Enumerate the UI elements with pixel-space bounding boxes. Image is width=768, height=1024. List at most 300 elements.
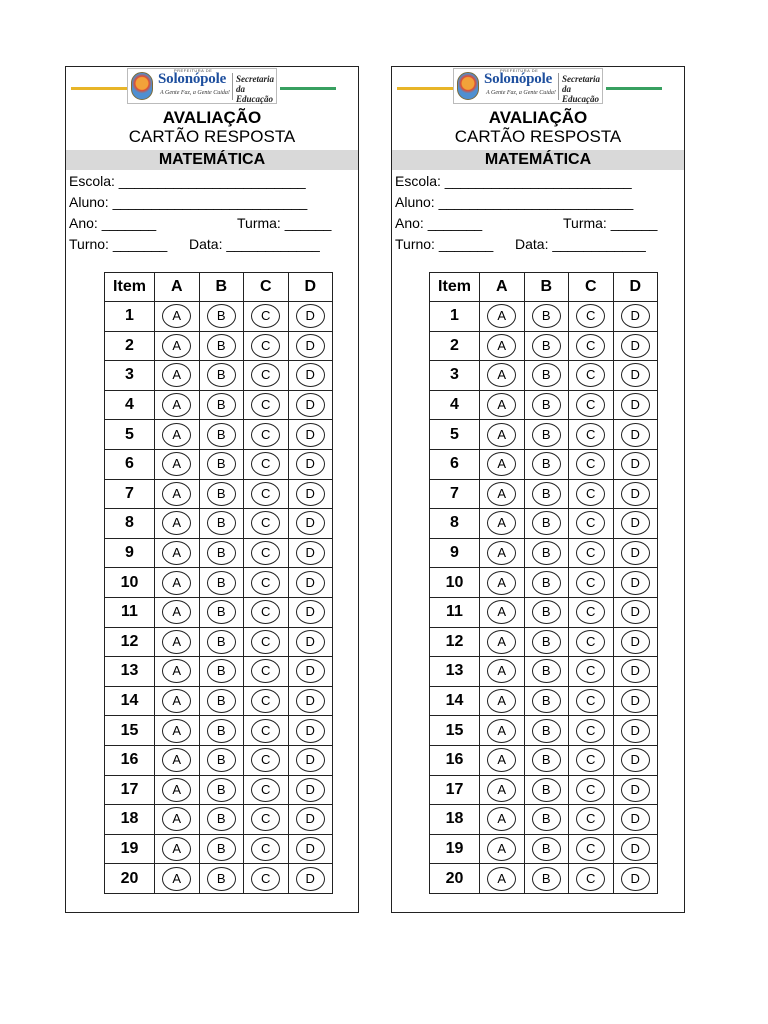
answer-bubble-c[interactable]: C: [576, 837, 605, 861]
answer-bubble-d[interactable]: D: [621, 363, 650, 387]
item-number: 18: [430, 805, 480, 835]
answer-bubble-b[interactable]: B: [207, 452, 236, 476]
answer-bubble-c[interactable]: C: [576, 719, 605, 743]
item-number: 4: [105, 390, 155, 420]
item-number: 15: [105, 716, 155, 746]
option-cell: [244, 745, 289, 775]
answer-bubble-c[interactable]: C: [576, 778, 605, 802]
escola-field[interactable]: Escola: ________________________: [69, 173, 306, 189]
option-cell: [199, 864, 244, 894]
table-row: [430, 597, 658, 627]
option-cell: [569, 479, 614, 509]
answer-bubble-c[interactable]: C: [251, 482, 280, 506]
header-option-d: D: [288, 273, 333, 302]
answer-bubble-c[interactable]: C: [251, 393, 280, 417]
answer-bubble-d[interactable]: D: [296, 482, 325, 506]
answer-bubble-b[interactable]: B: [532, 600, 561, 624]
answer-bubble-c[interactable]: C: [251, 807, 280, 831]
option-cell: [199, 834, 244, 864]
item-number: 16: [430, 745, 480, 775]
option-cell: [199, 420, 244, 450]
answer-bubble-d[interactable]: D: [621, 630, 650, 654]
item-number: 15: [430, 716, 480, 746]
option-cell: [569, 538, 614, 568]
option-cell: [155, 390, 200, 420]
answer-bubble-b[interactable]: B: [207, 363, 236, 387]
answer-bubble-d[interactable]: D: [296, 630, 325, 654]
option-cell: [613, 302, 658, 332]
option-cell: [288, 449, 333, 479]
option-cell: [613, 657, 658, 687]
option-cell: [288, 627, 333, 657]
turno-field[interactable]: Turno: _______: [395, 236, 494, 252]
answer-bubble-d[interactable]: D: [621, 571, 650, 595]
answer-bubble-a[interactable]: A: [162, 837, 191, 861]
answer-bubble-a[interactable]: A: [487, 689, 516, 713]
option-cell: [199, 686, 244, 716]
option-cell: [199, 805, 244, 835]
answer-bubble-b[interactable]: B: [532, 807, 561, 831]
item-number: 6: [105, 449, 155, 479]
table-row: [430, 864, 658, 894]
decorative-line-yellow: [397, 87, 453, 90]
answer-bubble-d[interactable]: D: [621, 837, 650, 861]
answer-bubble-a[interactable]: A: [487, 748, 516, 772]
answer-bubble-a[interactable]: A: [487, 482, 516, 506]
answer-bubble-d[interactable]: D: [621, 482, 650, 506]
answer-bubble-a[interactable]: A: [162, 482, 191, 506]
answer-bubble-a[interactable]: A: [162, 423, 191, 447]
item-number: 14: [430, 686, 480, 716]
answer-bubble-b[interactable]: B: [532, 659, 561, 683]
answer-bubble-d[interactable]: D: [296, 748, 325, 772]
answer-bubble-c[interactable]: C: [576, 482, 605, 506]
logo-header: [66, 67, 358, 107]
option-cell: [199, 538, 244, 568]
answer-bubble-b[interactable]: B: [207, 689, 236, 713]
answer-bubble-d[interactable]: D: [621, 659, 650, 683]
answer-bubble-a[interactable]: A: [162, 867, 191, 891]
option-cell: [613, 509, 658, 539]
answer-bubble-b[interactable]: B: [207, 778, 236, 802]
answer-bubble-d[interactable]: D: [296, 541, 325, 565]
answer-bubble-b[interactable]: B: [532, 304, 561, 328]
option-cell: [244, 716, 289, 746]
answer-bubble-d[interactable]: D: [296, 689, 325, 713]
answer-bubble-d[interactable]: D: [621, 778, 650, 802]
answer-bubble-a[interactable]: A: [487, 659, 516, 683]
answer-bubble-a[interactable]: A: [162, 600, 191, 624]
option-cell: [524, 657, 569, 687]
option-cell: [613, 686, 658, 716]
answer-bubble-d[interactable]: D: [296, 423, 325, 447]
subject-bar: MATEMÁTICA: [392, 150, 684, 170]
option-cell: [155, 834, 200, 864]
answer-bubble-c[interactable]: C: [576, 393, 605, 417]
answer-bubble-d[interactable]: D: [296, 511, 325, 535]
option-cell: [524, 449, 569, 479]
table-row: [105, 509, 333, 539]
answer-bubble-a[interactable]: A: [162, 659, 191, 683]
answer-bubble-a[interactable]: A: [162, 689, 191, 713]
answer-bubble-d[interactable]: D: [296, 393, 325, 417]
answer-bubble-d[interactable]: D: [621, 423, 650, 447]
answer-bubble-c[interactable]: C: [251, 778, 280, 802]
answer-bubble-b[interactable]: B: [532, 393, 561, 417]
option-cell: [155, 449, 200, 479]
answer-table: [104, 272, 333, 894]
logo-header: [392, 67, 684, 107]
answer-bubble-c[interactable]: C: [576, 541, 605, 565]
answer-bubble-a[interactable]: A: [162, 334, 191, 358]
option-cell: [480, 538, 525, 568]
option-cell: [480, 479, 525, 509]
answer-bubble-b[interactable]: B: [207, 867, 236, 891]
option-cell: [613, 390, 658, 420]
answer-bubble-d[interactable]: D: [621, 334, 650, 358]
table-row: [430, 331, 658, 361]
logo-prefix: PREFEITURA DE: [500, 68, 539, 73]
decorative-line-green: [280, 87, 336, 90]
item-number: 7: [430, 479, 480, 509]
option-cell: [524, 479, 569, 509]
table-row: [430, 627, 658, 657]
answer-bubble-b[interactable]: B: [532, 541, 561, 565]
answer-bubble-c[interactable]: C: [251, 363, 280, 387]
option-cell: [569, 716, 614, 746]
header-row: [430, 273, 658, 302]
option-cell: [480, 390, 525, 420]
answer-bubble-b[interactable]: B: [207, 748, 236, 772]
option-cell: [199, 361, 244, 391]
answer-bubble-a[interactable]: A: [487, 600, 516, 624]
option-cell: [155, 716, 200, 746]
answer-bubble-d[interactable]: D: [296, 659, 325, 683]
logo-tagline: A Gente Faz, a Gente Cuida!: [160, 90, 230, 96]
option-cell: [244, 597, 289, 627]
answer-bubble-b[interactable]: B: [532, 571, 561, 595]
answer-bubble-d[interactable]: D: [296, 304, 325, 328]
option-cell: [613, 331, 658, 361]
answer-bubble-a[interactable]: A: [487, 630, 516, 654]
subject-bar: MATEMÁTICA: [66, 150, 358, 170]
answer-bubble-b[interactable]: B: [207, 334, 236, 358]
option-cell: [199, 331, 244, 361]
answer-bubble-a[interactable]: A: [487, 778, 516, 802]
item-number: 10: [430, 568, 480, 598]
answer-bubble-c[interactable]: C: [251, 748, 280, 772]
answer-bubble-b[interactable]: B: [207, 482, 236, 506]
answer-bubble-a[interactable]: A: [487, 423, 516, 447]
table-row: [430, 449, 658, 479]
table-row: [105, 597, 333, 627]
data-field[interactable]: Data: ____________: [189, 236, 320, 252]
option-cell: [288, 716, 333, 746]
decorative-line-yellow: [71, 87, 127, 90]
answer-bubble-d[interactable]: D: [296, 837, 325, 861]
option-cell: [524, 361, 569, 391]
header-option-c: C: [244, 273, 289, 302]
option-cell: [613, 834, 658, 864]
answer-bubble-b[interactable]: B: [207, 837, 236, 861]
answer-bubble-b[interactable]: B: [207, 719, 236, 743]
table-row: [430, 420, 658, 450]
option-cell: [480, 834, 525, 864]
answer-bubble-c[interactable]: C: [576, 511, 605, 535]
answer-bubble-c[interactable]: C: [251, 571, 280, 595]
aluno-field[interactable]: Aluno: _________________________: [395, 194, 634, 210]
answer-bubble-a[interactable]: A: [162, 541, 191, 565]
answer-bubble-c[interactable]: C: [251, 304, 280, 328]
answer-bubble-d[interactable]: D: [296, 571, 325, 595]
answer-bubble-d[interactable]: D: [621, 511, 650, 535]
answer-bubble-c[interactable]: C: [576, 571, 605, 595]
option-cell: [288, 420, 333, 450]
header-row: [105, 273, 333, 302]
turma-field[interactable]: Turma: ______: [237, 215, 332, 231]
answer-bubble-c[interactable]: C: [576, 600, 605, 624]
option-cell: [199, 775, 244, 805]
answer-bubble-d[interactable]: D: [296, 334, 325, 358]
option-cell: [155, 657, 200, 687]
item-number: 2: [105, 331, 155, 361]
answer-bubble-c[interactable]: C: [576, 334, 605, 358]
item-number: 11: [430, 597, 480, 627]
answer-bubble-c[interactable]: C: [576, 659, 605, 683]
answer-bubble-b[interactable]: B: [532, 867, 561, 891]
answer-bubble-a[interactable]: A: [487, 452, 516, 476]
answer-bubble-d[interactable]: D: [621, 719, 650, 743]
answer-bubble-b[interactable]: B: [207, 630, 236, 654]
answer-bubble-d[interactable]: D: [621, 748, 650, 772]
option-cell: [569, 745, 614, 775]
answer-bubble-b[interactable]: B: [532, 452, 561, 476]
data-field[interactable]: Data: ____________: [515, 236, 646, 252]
table-row: [105, 834, 333, 864]
answer-bubble-a[interactable]: A: [487, 807, 516, 831]
option-cell: [244, 686, 289, 716]
logo-secretaria: Secretaria da Educação: [562, 74, 600, 104]
item-number: 3: [105, 361, 155, 391]
option-cell: [199, 449, 244, 479]
answer-bubble-c[interactable]: C: [251, 334, 280, 358]
ano-field[interactable]: Ano: _______: [395, 215, 483, 231]
answer-bubble-a[interactable]: A: [162, 748, 191, 772]
answer-bubble-b[interactable]: B: [532, 837, 561, 861]
answer-bubble-b[interactable]: B: [532, 511, 561, 535]
table-row: [430, 302, 658, 332]
option-cell: [199, 597, 244, 627]
answer-bubble-c[interactable]: C: [251, 452, 280, 476]
answer-bubble-b[interactable]: B: [207, 541, 236, 565]
answer-bubble-d[interactable]: D: [621, 304, 650, 328]
header-option-a: A: [155, 273, 200, 302]
option-cell: [288, 361, 333, 391]
answer-bubble-c[interactable]: C: [576, 452, 605, 476]
option-cell: [480, 716, 525, 746]
answer-bubble-a[interactable]: A: [487, 541, 516, 565]
answer-bubble-b[interactable]: B: [532, 719, 561, 743]
answer-bubble-c[interactable]: C: [576, 304, 605, 328]
option-cell: [288, 834, 333, 864]
answer-bubble-c[interactable]: C: [251, 511, 280, 535]
answer-bubble-b[interactable]: B: [532, 778, 561, 802]
answer-bubble-c[interactable]: C: [576, 363, 605, 387]
answer-bubble-b[interactable]: B: [207, 423, 236, 447]
answer-bubble-c[interactable]: C: [576, 630, 605, 654]
answer-bubble-c[interactable]: C: [576, 689, 605, 713]
item-number: 20: [430, 864, 480, 894]
option-cell: [480, 657, 525, 687]
answer-bubble-c[interactable]: C: [251, 689, 280, 713]
item-number: 8: [105, 509, 155, 539]
option-cell: [524, 834, 569, 864]
answer-bubble-b[interactable]: B: [532, 482, 561, 506]
answer-bubble-d[interactable]: D: [296, 778, 325, 802]
answer-bubble-c[interactable]: C: [251, 541, 280, 565]
aluno-field[interactable]: Aluno: _________________________: [69, 194, 308, 210]
answer-card-1: [65, 66, 359, 913]
answer-bubble-b[interactable]: B: [207, 304, 236, 328]
turma-field[interactable]: Turma: ______: [563, 215, 658, 231]
answer-bubble-a[interactable]: A: [487, 571, 516, 595]
option-cell: [613, 420, 658, 450]
answer-bubble-b[interactable]: B: [532, 689, 561, 713]
answer-bubble-a[interactable]: A: [162, 304, 191, 328]
option-cell: [155, 568, 200, 598]
option-cell: [524, 568, 569, 598]
answer-bubble-b[interactable]: B: [532, 630, 561, 654]
item-number: 1: [105, 302, 155, 332]
item-number: 17: [105, 775, 155, 805]
answer-bubble-d[interactable]: D: [621, 689, 650, 713]
logo-secretaria: Secretaria da Educação: [236, 74, 274, 104]
option-cell: [244, 449, 289, 479]
answer-bubble-d[interactable]: D: [621, 807, 650, 831]
answer-bubble-d[interactable]: D: [621, 452, 650, 476]
answer-bubble-b[interactable]: B: [207, 511, 236, 535]
answer-bubble-b[interactable]: B: [207, 807, 236, 831]
answer-bubble-a[interactable]: A: [162, 719, 191, 743]
answer-bubble-a[interactable]: A: [162, 778, 191, 802]
item-number: 7: [105, 479, 155, 509]
option-cell: [613, 361, 658, 391]
answer-bubble-c[interactable]: C: [576, 748, 605, 772]
answer-bubble-c[interactable]: C: [251, 600, 280, 624]
answer-bubble-c[interactable]: C: [251, 837, 280, 861]
answer-bubble-a[interactable]: A: [162, 807, 191, 831]
header-option-a: A: [480, 273, 525, 302]
option-cell: [524, 302, 569, 332]
item-number: 10: [105, 568, 155, 598]
answer-bubble-d[interactable]: D: [296, 363, 325, 387]
answer-bubble-d[interactable]: D: [621, 541, 650, 565]
answer-bubble-c[interactable]: C: [576, 423, 605, 447]
option-cell: [569, 657, 614, 687]
answer-bubble-c[interactable]: C: [576, 807, 605, 831]
table-row: [105, 568, 333, 598]
answer-bubble-b[interactable]: B: [532, 748, 561, 772]
option-cell: [480, 449, 525, 479]
answer-bubble-b[interactable]: B: [207, 600, 236, 624]
answer-bubble-d[interactable]: D: [621, 600, 650, 624]
answer-bubble-d[interactable]: D: [296, 867, 325, 891]
answer-bubble-c[interactable]: C: [251, 659, 280, 683]
answer-bubble-a[interactable]: A: [487, 363, 516, 387]
table-row: [105, 745, 333, 775]
option-cell: [244, 538, 289, 568]
option-cell: [244, 657, 289, 687]
answer-bubble-a[interactable]: A: [487, 867, 516, 891]
answer-bubble-a[interactable]: A: [487, 837, 516, 861]
option-cell: [244, 479, 289, 509]
answer-bubble-b[interactable]: B: [532, 334, 561, 358]
answer-bubble-c[interactable]: C: [251, 630, 280, 654]
answer-bubble-c[interactable]: C: [576, 867, 605, 891]
answer-bubble-d[interactable]: D: [621, 393, 650, 417]
option-cell: [613, 538, 658, 568]
answer-bubble-c[interactable]: C: [251, 423, 280, 447]
option-cell: [569, 420, 614, 450]
table-row: [430, 479, 658, 509]
answer-bubble-b[interactable]: B: [207, 571, 236, 595]
table-row: [430, 834, 658, 864]
option-cell: [288, 686, 333, 716]
escola-field[interactable]: Escola: ________________________: [395, 173, 632, 189]
logo-tagline: A Gente Faz, a Gente Cuida!: [486, 90, 556, 96]
answer-bubble-a[interactable]: A: [162, 630, 191, 654]
option-cell: [524, 331, 569, 361]
option-cell: [569, 390, 614, 420]
option-cell: [480, 686, 525, 716]
answer-bubble-b[interactable]: B: [207, 659, 236, 683]
answer-bubble-a[interactable]: A: [487, 393, 516, 417]
secretaria-logo: [453, 68, 603, 104]
answer-bubble-a[interactable]: A: [487, 304, 516, 328]
answer-bubble-a[interactable]: A: [162, 511, 191, 535]
answer-bubble-d[interactable]: D: [296, 452, 325, 476]
option-cell: [480, 805, 525, 835]
turno-field[interactable]: Turno: _______: [69, 236, 168, 252]
answer-bubble-a[interactable]: A: [162, 452, 191, 476]
answer-bubble-b[interactable]: B: [532, 423, 561, 447]
answer-bubble-a[interactable]: A: [487, 719, 516, 743]
answer-bubble-d[interactable]: D: [296, 600, 325, 624]
answer-bubble-d[interactable]: D: [621, 867, 650, 891]
option-cell: [244, 331, 289, 361]
option-cell: [480, 509, 525, 539]
table-row: [105, 331, 333, 361]
answer-bubble-a[interactable]: A: [162, 363, 191, 387]
logo-divider: [232, 73, 233, 100]
table-row: [430, 805, 658, 835]
answer-bubble-c[interactable]: C: [251, 867, 280, 891]
ano-field[interactable]: Ano: _______: [69, 215, 157, 231]
answer-bubble-c[interactable]: C: [251, 719, 280, 743]
answer-bubble-a[interactable]: A: [162, 393, 191, 417]
option-cell: [244, 420, 289, 450]
answer-bubble-a[interactable]: A: [487, 511, 516, 535]
answer-bubble-a[interactable]: A: [162, 571, 191, 595]
option-cell: [480, 331, 525, 361]
answer-bubble-b[interactable]: B: [207, 393, 236, 417]
header-option-b: B: [524, 273, 569, 302]
answer-bubble-d[interactable]: D: [296, 807, 325, 831]
answer-bubble-d[interactable]: D: [296, 719, 325, 743]
answer-bubble-a[interactable]: A: [487, 334, 516, 358]
table-row: [105, 864, 333, 894]
answer-bubble-b[interactable]: B: [532, 363, 561, 387]
